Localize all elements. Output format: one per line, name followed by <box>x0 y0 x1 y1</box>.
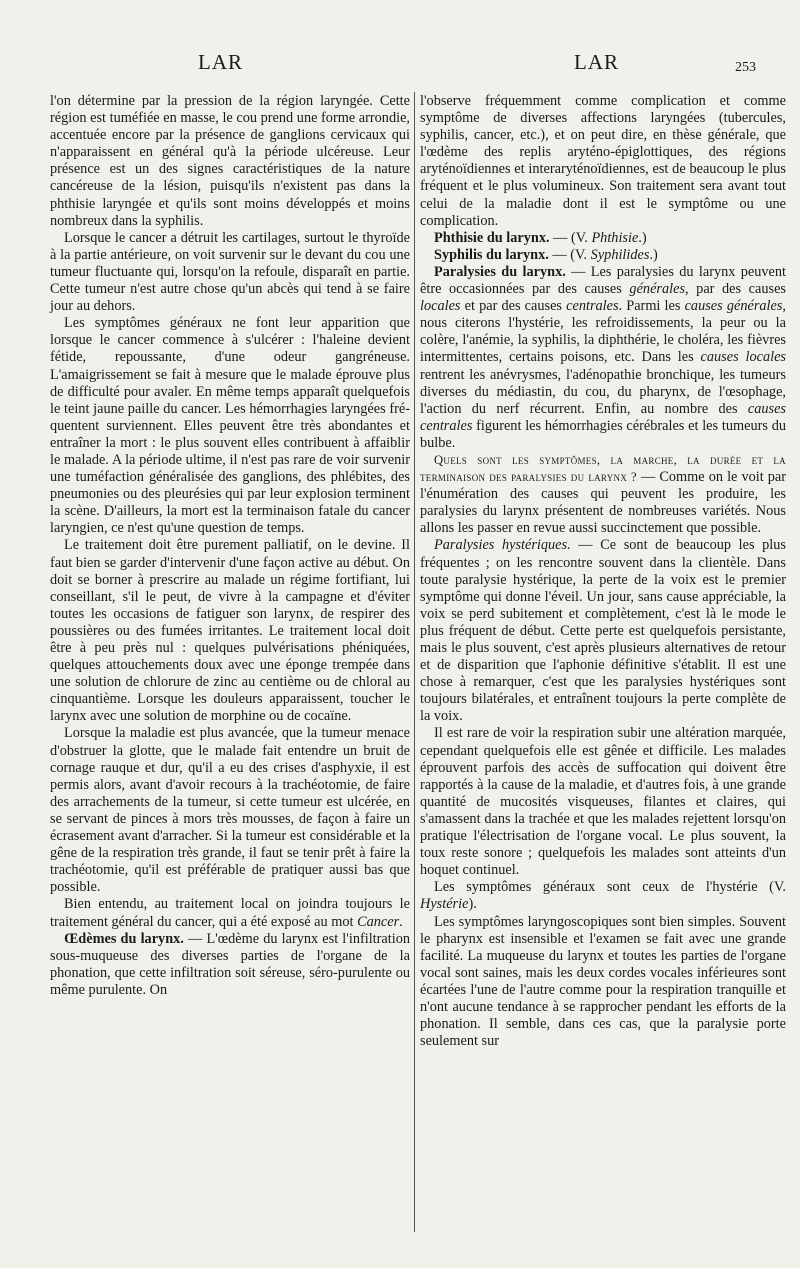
text-run: Phthisie <box>591 229 639 246</box>
paragraph <box>420 879 786 913</box>
text-run: Hystérie <box>420 896 469 913</box>
left-text-column <box>50 93 410 999</box>
paragraph <box>420 452 786 537</box>
paragraph <box>50 725 410 896</box>
text-run: figurent les hémorrhagies cérébrales et les tumeurs du bulbe. <box>420 417 786 451</box>
text-run: .) <box>638 229 647 246</box>
paragraph <box>420 725 786 879</box>
text-run: causes générales <box>684 298 783 315</box>
text-run: locales <box>420 298 461 315</box>
entry-heading: Paralysies du larynx. <box>434 263 566 280</box>
text-run: causes centrales <box>420 400 786 434</box>
text-run: ). <box>468 896 477 913</box>
paragraph <box>50 537 410 725</box>
column-divider <box>414 92 415 1232</box>
text-run: Paralysies hystériques. <box>434 537 571 554</box>
text-run: Lorsque le cancer a détruit les cartilages, surtout le thyroïde à la partie antérieure, on voit survenir sur le devant du cou une tumeur fluctuante qui, lorsqu'on la refoule, disparaît en partie. Cette tumeur n'est autre chose qu'un abcès qui tend à se faire jour au dehors. <box>50 229 410 315</box>
paragraph <box>50 93 410 230</box>
text-run: Les symptômes généraux sont ceux de l'hystérie (V. <box>434 879 786 896</box>
entry-heading: Phthisie du larynx. <box>434 229 550 246</box>
text-run: , nous citerons l'hystérie, les refroidissements, la peur ou la colère, l'anémie, la syphilis, la diphthérie, le choléra, les fièvres intermittentes, certains poisons, etc. Dans les <box>420 298 786 366</box>
text-run: l'on détermine par la pression de la région laryngée. Cette région est tuméfiée en masse, le cou prend une forme arrondie, accentuée encore par la présence de ganglions cervicaux qui n'apparaissent en général qu'à la période ulcéreuse. Leur présence est un des signes caractéristiques de la nature cancéreuse de la lésion, puisqu'ils n'existent pas dans la phthisie laryngée et qu'ils sont moins développés et moins nombreux dans la syphilis. <box>50 93 410 229</box>
text-run: — L'œdème du larynx est l'infiltration sous-muqueuse des diverses parties de l'organe de la phonation, que cette infiltration soit séreuse, séro-purulente ou même purulente. On <box>50 930 410 998</box>
text-run: — Les paralysies du larynx peuvent être occasionnées par des causes <box>420 263 787 298</box>
right-text-column <box>420 93 786 1050</box>
text-run: — (V. <box>549 229 592 246</box>
paragraph <box>50 931 410 999</box>
paragraph <box>420 537 786 725</box>
running-head-left: LAR <box>198 50 243 74</box>
text-run: Bien entendu, au traitement local on joindra toujours le traitement général du cancer, qui a été exposé au mot <box>50 896 410 930</box>
text-run: Syphilides <box>590 246 650 263</box>
text-run: rentrent les anévrysmes, l'adénopathie bronchique, les tumeurs diverses du médiastin, du cou, du pharynx, de l'œsophage, l'action du nerf récurrent. Enfin, au nombre des <box>420 366 786 417</box>
entry-heading: Œdèmes du larynx. <box>64 930 184 947</box>
page-number: 253 <box>735 60 756 75</box>
paragraph <box>420 93 786 230</box>
text-run: . Parmi les <box>618 298 685 315</box>
text-run: — (V. <box>548 246 591 263</box>
text-run: .) <box>649 246 658 263</box>
paragraph <box>420 247 786 264</box>
text-run: Il est rare de voir la respiration subir une altération marquée, cependant quelquefois elle est gênée et difficile. Les malades éprouvent parfois des accès de suffocation qui doivent être rapportés à la cause de la maladie, et d'autres fois, à une grande quantité de mucosités visqueuses, filantes et claires, qui s'amassent dans la trachée et que les malades rejettent lorsqu'on pratique l'électrisation de l'organe vocal. Le plus souvent, la toux reste sonore ; quelquefois les malades sont atteints d'un hoquet continuel. <box>420 725 786 879</box>
paragraph <box>50 230 410 315</box>
text-run: Le traitement doit être purement palliatif, on le devine. Il faut bien se garder d'intervenir d'une façon active au début. On doit se borner à prescrire au malade un régime fortifiant, lui conseillant, s'il le peut, de vivre à la campagne et d'éviter toutes les occasions de fatiguer son larynx, de respirer des poussières ou des fumées irritantes. Le traitement local doit être à peu près nul : quelques pulvérisations phéniquées, quelques attouchements doux avec une éponge trempée dans une solution de chlorure de zinc au centième ou de chloral au cinquantième. Lorsque les douleurs apparaissent, toucher le larynx avec une solution de morphine ou de cocaïne. <box>50 537 410 725</box>
text-run: Cancer <box>357 913 400 930</box>
paragraph <box>420 914 786 1051</box>
text-run: causes locales <box>700 349 786 366</box>
paragraph <box>50 896 410 930</box>
running-head-right: LAR <box>574 50 619 74</box>
text-run: Les symptômes généraux ne font leur apparition que lorsque le cancer commence à s'ulcérer : l'haleine devient fétide, repoussante, d'une odeur gangréneuse. L'amaigrissement se fait à mesure que le malade éprouve plus de difficulté pour avaler. En même temps apparaît quelquefois le teint jaune paille du cancer. Les hémorrhagies laryngées fréquentent surviennent. Elles peuvent être très abondantes et entraîner la mort : le plus souvent elles contribuent à affaiblir le malade. A la période ultime, il n'est pas rare de voir survenir une tuméfaction généralisée des ganglions, des phlébites, des pneumonies ou des pleurésies qui par leur explosion terminent la scène. D'ailleurs, la mort est la terminaison fatale du cancer laryngien, ce n'est qu'une question de temps. <box>50 315 410 537</box>
paragraph <box>420 264 786 452</box>
text-run: — Comme on le voit par l'énumération des causes qui peuvent les produire, les paralysies du larynx présentent de nombreuses variétés. Nous allons les passer en revue aussi succinctement que possible. <box>420 469 787 537</box>
text-run: l'observe fréquemment comme complication et comme symptôme de diverses affections laryngées (tubercules, syphilis, cancer, etc.), et on peut dire, en thèse générale, que l'œdème des replis aryténo-épiglottiques, des régions aryténoïdiennes et interaryténoïdiennes, est de beaucoup le plus fréquent et le plus volumineux. Son traitement sera avant tout celui de la maladie dont il est le symptôme ou une complication. <box>420 93 786 229</box>
text-run: , par des causes <box>685 281 786 298</box>
text-run: générales <box>629 281 686 298</box>
text-run: Lorsque la maladie est plus avancée, que la tumeur menace d'obstruer la glotte, que le malade fait entendre un bruit de cornage rauque et dur, qu'il a eu des crises d'asphyxie, il est permis alors, avant d'avoir recours à la trachéotomie, de faire des arrachements de la tumeur, si cette tumeur est ulcérée, en se servant de pinces à mors très mousses, de façon à faire un écrasement avant d'arracher. Si la tumeur est considérable et la gêne de la respiration très grande, il faut se tenir prêt à faire la trachéotomie, qu'il est préférable de pratiquer aussi bas que possible. <box>50 725 410 896</box>
text-run: — Ce sont de beaucoup les plus fréquentes ; on les rencontre souvent dans la clientèle. Dans toute paralysie hystérique, la perte de la voix est le premier symptôme qui donne l'éveil. Un jour, sans cause appréciable, la voix se perd subitement et complètement, c'est là le mode le plus fréquent de début. Cette perte est quelquefois persistante, mais le plus souvent, c'est après plusieurs alternatives de retour et de disparition que l'aphonie définitive s'établit. Il est une chose à remarquer, c'est que les paralysies hystériques sont toujours bilatérales, et entraînent toujours la perte complète de la voix. <box>420 537 786 725</box>
text-run: centrales <box>566 298 619 315</box>
section-question: Quels sont les symptômes, la marche, la durée et la terminaison des paralysies du larynx ? <box>420 452 786 485</box>
entry-heading: Syphilis du larynx. <box>434 246 549 263</box>
text-run: . <box>399 913 403 930</box>
text-run: Les symptômes laryngoscopiques sont bien simples. Souvent le pharynx est insensible et l'examen se fait avec une grande facilité. La muqueuse du larynx et toutes les parties de l'organe vocal sont saines, mais les deux cordes vocales inférieures sont écartées l'une de l'autre comme pour la respiration tranquille et n'ont aucune tendance à se rapprocher pendant les efforts de la phonation. Il semble, dans ces cas, que la paralysie porte seulement sur <box>420 913 786 1050</box>
text-run: et par des causes <box>460 298 567 315</box>
paragraph <box>50 315 410 537</box>
paragraph <box>420 230 786 247</box>
